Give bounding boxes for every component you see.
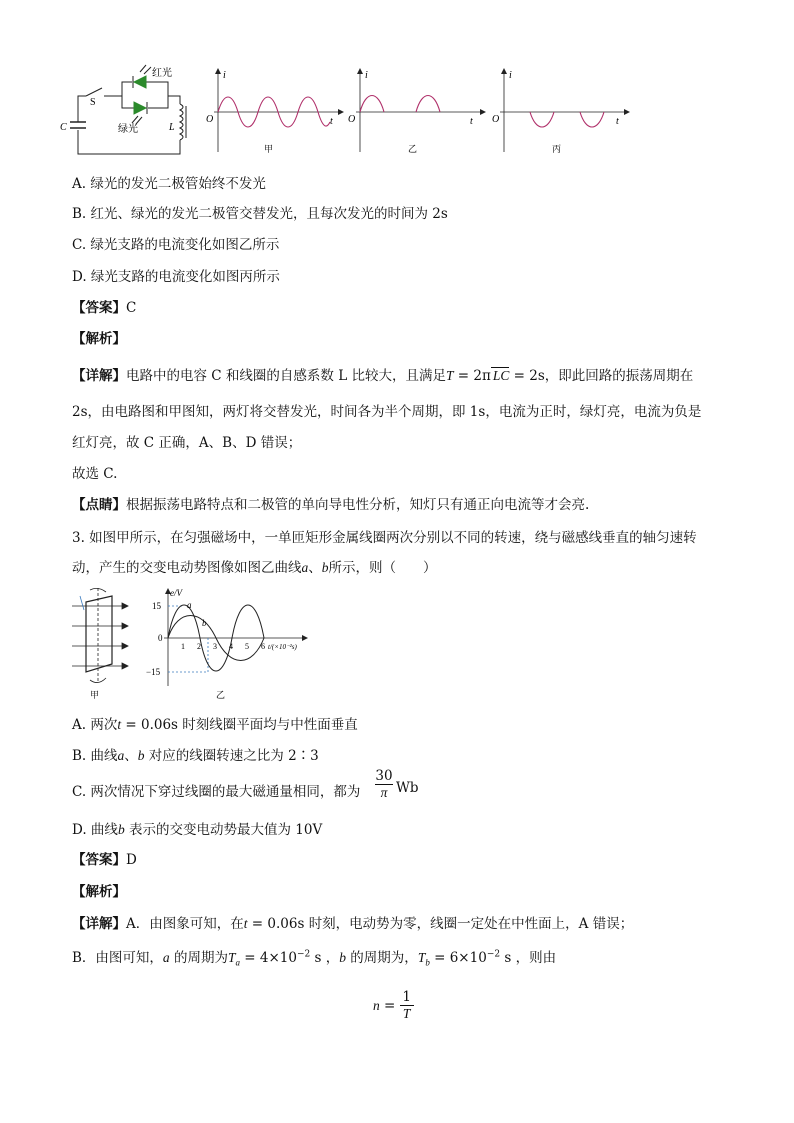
q2-review-tag: 【点睛】: [72, 497, 126, 513]
q3-detail-tag: 【详解】: [72, 916, 126, 932]
q3-detail-b-text-1: B．由图可知，: [72, 950, 163, 966]
yi-origin: O: [348, 114, 356, 125]
green-light-label: 绿光: [118, 124, 138, 135]
q3-opt-b-var-a: a: [117, 748, 125, 763]
q3-curve-b-label: b: [202, 618, 207, 628]
q3-stem-curve-a: a: [301, 560, 309, 575]
q3-x-tick-4: 4: [229, 642, 233, 651]
q3-Ta-exponent: −2: [296, 949, 311, 960]
q3-figure: [64, 586, 324, 702]
q3-opt-c-denominator: π: [380, 785, 388, 800]
q3-stem-sep: 、: [308, 560, 322, 576]
q3-detail-b-var-a: a: [162, 950, 170, 965]
q2-formula-sqrt-LC: LC: [492, 368, 510, 383]
q3-stem-text-a: 动，产生的交变电动势图像如图乙曲线: [72, 560, 302, 576]
q2-analysis-label: 【解析】: [72, 331, 126, 347]
q3-Tb-unit: s ，则由: [500, 950, 557, 966]
q3-x-tick-6: 6: [261, 642, 265, 651]
q3-analysis: [72, 880, 126, 900]
q3-curve-a-label: a: [187, 600, 192, 610]
q3-Ta-subscript: a: [235, 957, 240, 968]
q3-answer-tag: 【答案】: [72, 852, 126, 868]
q3-Tb-symbol: T: [417, 950, 426, 965]
jia-axis-t: t: [330, 116, 333, 127]
q3-Ta-value: = 4×10: [239, 950, 297, 966]
q3-Tb-value: = 6×10: [429, 950, 487, 966]
q2-option-b: B. 红光、绿光的发光二极管交替发光，且每次发光的时间为 2s: [72, 206, 448, 222]
q3-Tb-subscript: b: [425, 957, 430, 968]
q3-caption-jia: 甲: [90, 690, 100, 700]
q3-opt-b-text-3: 对应的线圈转速之比为 2∶3: [144, 748, 319, 764]
yi-axis-t: t: [470, 116, 473, 127]
q2-detail-line-2: 2s，由电路图和甲图知，两灯将交替发光，时间各为半个周期，即 1s，电流为正时，绿灯亮，电流为负是: [72, 404, 702, 420]
q2-answer-value: C: [126, 300, 137, 316]
q3-opt-a-text-1: A. 两次: [72, 717, 118, 733]
q2-formula-eq1: = 2π: [453, 368, 491, 384]
q3-answer: [72, 848, 137, 868]
q3-formula-n-numerator: 1: [400, 990, 414, 1006]
q3-option-b: [72, 744, 319, 764]
q3-option-d: [72, 818, 322, 838]
q2-review-text: 根据振荡电路特点和二极管的单向导电性分析，知灯只有通正向电流等才会亮.: [126, 497, 590, 513]
q3-detail-b-var-b: b: [339, 950, 347, 965]
q3-answer-value: D: [126, 852, 137, 868]
q3-opt-d-text-2: 表示的交变电动势最大值为 10V: [124, 822, 323, 838]
jia-axis-i: i: [223, 70, 226, 81]
coil-in-field-diagram: [72, 588, 128, 683]
q2-detail-line-1: [72, 364, 693, 384]
q3-stem-line-2: [72, 556, 437, 576]
q3-opt-b-sep: 、: [124, 748, 138, 764]
red-light-label: 红光: [152, 68, 172, 79]
switch-label: S: [90, 97, 96, 108]
q3-detail-a: [72, 912, 633, 932]
bing-axis-i: i: [509, 70, 512, 81]
q3-detail-a-text-2: = 0.06s 时刻，电动势为零，线圈一定处在中性面上，A 错误；: [247, 916, 634, 932]
q2-option-d: D. 绿光支路的电流变化如图丙所示: [72, 269, 280, 285]
q3-x-tick-1: 1: [181, 642, 185, 651]
q2-analysis-tag: [72, 327, 126, 347]
q3-opt-d-var-b: b: [117, 822, 125, 837]
q3-opt-a-text-2: = 0.06s 时刻线圈平面均与中性面垂直: [121, 717, 358, 733]
q2-answer-tag: 【答案】: [72, 300, 126, 316]
q3-stem-curve-b: b: [321, 560, 329, 575]
caption-jia: 甲: [264, 144, 274, 154]
bing-axis-t: t: [616, 116, 619, 127]
q3-Ta-unit: s ，: [310, 950, 340, 966]
q3-stem-line-1: 3. 如图甲所示，在匀强磁场中，一单匝矩形金属线圈两次分别以不同的转速，绕与磁感线垂直的轴匀速转: [72, 530, 697, 546]
q3-x-tick-3: 3: [213, 642, 217, 651]
q3-opt-c-unit: Wb: [396, 780, 419, 796]
q2-formula-T: T: [445, 368, 454, 383]
q3-caption-yi: 乙: [216, 690, 226, 700]
q3-y-min: −15: [146, 667, 161, 677]
caption-yi: 乙: [408, 144, 418, 154]
q3-opt-c-text: C. 两次情况下穿过线圈的最大磁通量相同，都为: [72, 784, 361, 800]
q3-analysis-tag: 【解析】: [72, 884, 126, 900]
bing-origin: O: [492, 114, 500, 125]
q3-opt-b-var-b: b: [137, 748, 145, 763]
q3-stem-text-b: 所示，则（ ）: [328, 560, 437, 576]
q2-answer: [72, 296, 136, 316]
q2-option-a: A. 绿光的发光二极管始终不发光: [72, 176, 266, 192]
q3-detail-b-text-3: 的周期为，: [346, 950, 418, 966]
q3-x-axis-label: t/(×10⁻²s): [268, 643, 297, 651]
q2-detail-line-3: 红灯亮，故 C 正确，A、B、D 错误；: [72, 435, 302, 451]
q2-option-c: C. 绿光支路的电流变化如图乙所示: [72, 237, 280, 253]
q3-x-tick-5: 5: [245, 642, 249, 651]
q3-option-a: [72, 713, 358, 733]
yi-axis-i: i: [365, 70, 368, 81]
q3-x-tick-2: 2: [197, 642, 201, 651]
q3-opt-a-var-t: t: [117, 717, 122, 732]
q3-option-c: [72, 780, 360, 800]
q3-zero: 0: [158, 633, 163, 643]
graph-jia: [214, 68, 344, 152]
q3-detail-a-var-t: t: [243, 916, 248, 931]
q3-formula-n-lhs: n: [373, 998, 380, 1013]
q2-conclusion: 故选 C.: [72, 466, 118, 482]
q2-detail-tag: 【详解】: [72, 368, 126, 384]
q3-opt-b-text-1: B. 曲线: [72, 748, 118, 764]
q3-Tb-exponent: −2: [486, 949, 501, 960]
q3-formula-n-fraction: [400, 990, 414, 1021]
q3-formula-n-eq: =: [379, 998, 400, 1014]
q3-y-axis-label: e/V: [170, 588, 182, 598]
q2-formula-eq2: = 2s: [509, 368, 545, 384]
graph-yi: [356, 68, 486, 152]
q3-formula-n-denominator: T: [402, 1006, 411, 1021]
q3-opt-d-text-1: D. 曲线: [72, 822, 118, 838]
q3-y-max: 15: [152, 601, 161, 611]
graph-bing: [500, 68, 630, 152]
q2-review: [72, 493, 589, 513]
q3-formula-n: [373, 990, 414, 1021]
q3-detail-b-text-2: 的周期为: [169, 950, 228, 966]
inductor-label: L: [169, 122, 175, 133]
capacitor-label: C: [60, 122, 67, 133]
q3-detail-a-text-1: A．由图象可知，在: [126, 916, 244, 932]
q3-detail-b: [72, 946, 556, 968]
q3-emf-graph: [164, 588, 308, 686]
jia-origin: O: [206, 114, 214, 125]
q2-detail-text-1a: 电路中的电容 C 和线圈的自感系数 L 比较大，且满足: [126, 368, 446, 384]
q3-opt-c-fraction: [375, 768, 393, 801]
q3-Ta-symbol: T: [227, 950, 236, 965]
figure-row-1: [60, 62, 640, 162]
caption-bing: 丙: [552, 144, 562, 154]
q3-opt-c-numerator: 30: [375, 768, 393, 784]
q2-detail-text-1b: ，即此回路的振荡周期在: [544, 368, 694, 384]
